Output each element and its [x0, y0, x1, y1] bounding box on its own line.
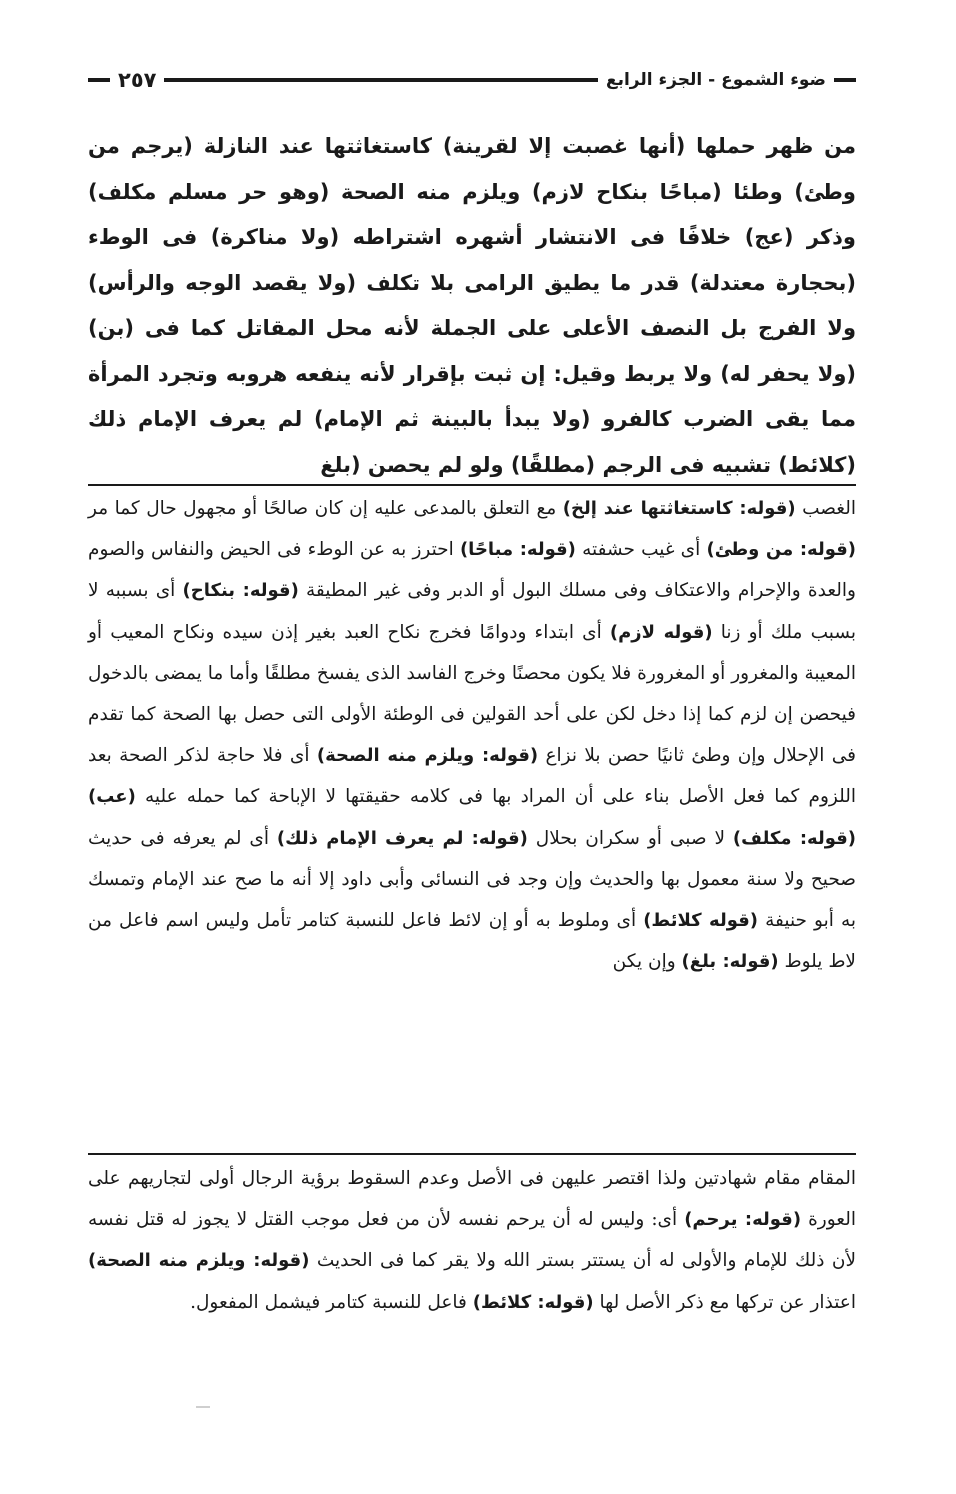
commentary-run: مع التعلق بالمدعى عليه إن كان صالحًا أو مجهول حال كما مر	[88, 498, 563, 519]
commentary-run: أى لم يعرفه فى حديث صحيح ولا سنة معمول بها والحديث وإن وجد فى النسائى وأبى داود إلا أنه ما صح عند الإمام وتمسك به أبو حنيفة	[88, 827, 857, 932]
footnote-lemma: (قوله: ويلزم منه الصحة)	[88, 1250, 310, 1272]
running-header	[88, 60, 856, 100]
commentary-run: وإن يكن	[612, 951, 682, 973]
commentary-lemma: (قوله: بنكاح)	[182, 580, 299, 602]
commentary-lemma: (عب)	[88, 786, 136, 808]
footnote-block	[88, 1158, 856, 1323]
header-rule	[164, 78, 598, 82]
commentary-run: أى بسببه لا بسبب ملك أو زنا	[88, 580, 857, 643]
commentary-run: الغصب	[795, 498, 856, 519]
footnote-run: أى: وليس له أن يرحم نفسه لأن من فعل موجب القتل لا يجوز له قتل نفسه لأن ذلك للإمام والأولى له أن يستتر بستر الله ولا يقر كما فى الحديث	[88, 1209, 856, 1272]
commentary-block	[88, 488, 856, 982]
header-dash-left	[88, 78, 110, 82]
header-dash-right	[834, 78, 856, 82]
scan-mark	[196, 1406, 210, 1408]
footnote-text	[88, 1158, 856, 1323]
footnote-run: المقام مقام شهادتين ولذا اقتصر عليهن فى الأصل وعدم السقوط برؤية الرجال أولى لتجاريهم على العورة	[88, 1168, 856, 1231]
footnote-run: فاعل للنسبة كتامر فيشمل المفعول.	[190, 1291, 473, 1313]
commentary-run: احترز به عن الوطء فى الحيض والنفاس والصوم والعدة والإحرام والاعتكاف وفى مسلك البول أو الدبر وفى غير المطيقة	[88, 539, 856, 602]
commentary-run: أى فلا حاجة لذكر الصحة بعد اللزوم كما فعل الأصل بناء على أن المراد بها فى كلامه حقيقتها لا الإباحة كما حمله عليه	[88, 745, 856, 808]
footnote-lemma: (قوله: كلائط)	[472, 1291, 594, 1313]
commentary-lemma: (قوله لازم)	[609, 621, 713, 643]
commentary-run: أى غيب حشفته	[575, 539, 707, 561]
commentary-run: لا صبى أو سكران بحلال	[527, 827, 733, 849]
commentary-divider	[88, 484, 856, 486]
book-title: ضوء الشموع - الجزء الرابع	[605, 70, 826, 90]
footnote-run: اعتذار عن تركها مع ذكر الأصل لها	[593, 1291, 856, 1313]
main-text-block	[88, 124, 856, 488]
page-number: ٢٥٧	[118, 68, 157, 92]
main-text: من ظهر حملها (أنها غصبت إلا لقرينة) كاستغاثتها عند النازلة (يرجم من وطئ) وطئا (مباحًا بنكاح لازم) ويلزم منه الصحة (وهو حر مسلم مكلف) وذكر (عج) خلافًا فى الانتشار أشهره اشتراطه (ولا مناكرة) فى الوطء (بحجارة معتدلة) قدر ما يطيق الرامى بلا تكلف (ولا يقصد الوجه والرأس) ولا الفرج بل النصف الأعلى على الجملة لأنه محل المقاتل كما فى (بن) (ولا يحفر له) ولا يربط وقيل: إن ثبت بإقرار لأنه ينفعه هروبه وتجرد المرأة مما يقى الضرب كالفرو (ولا يبدأ بالبينة ثم الإمام) لم يعرف الإمام ذلك (كلائط) تشبيه فى الرجم (مطلقًا) ولو لم يحصن (بلغ	[88, 134, 856, 477]
commentary-lemma: (قوله: مكلف)	[732, 827, 857, 849]
commentary-lemma: (قوله: ويلزم منه الصحة)	[316, 745, 539, 767]
commentary-lemma: (قوله: لم يعرف الإمام ذلك)	[276, 827, 528, 849]
commentary-lemma: (قوله كلائط)	[643, 910, 759, 932]
commentary-lemma: (قوله: مباحًا)	[459, 539, 576, 561]
commentary-run: أى ابتداء ودوامًا فخرج نكاح العبد بغير إذن سيده ونكاح المعيب أو المعيبة والمغرور أو المغرورة فلا يكون محصنًا وخرج الفاسد الذى يفسخ مطلقًا وأما ما يمضى بالدخول فيحصن إن لزم كما إذا دخل لكن على أحد القولين فى الوطئة الأولى التى حصل بها الصحة كما تقدم فى الإحلال وإن وطئ ثانيًا حصن بلا نزاع	[88, 621, 857, 767]
footnote-divider	[88, 1153, 856, 1155]
commentary-lemma: (قوله: كاستغاثتها عند إلخ)	[562, 498, 796, 519]
commentary-lemma: (قوله: من وطئ)	[706, 539, 856, 561]
commentary-run: أى وملوط به أو إن لائط فاعل للنسبة كتامر تأمل وليس اسم فاعل من لاط يلوط	[88, 910, 856, 973]
commentary-text	[88, 488, 856, 982]
footnote-lemma: (قوله: يرحم)	[684, 1209, 802, 1231]
commentary-lemma: (قوله: بلغ)	[681, 951, 779, 973]
